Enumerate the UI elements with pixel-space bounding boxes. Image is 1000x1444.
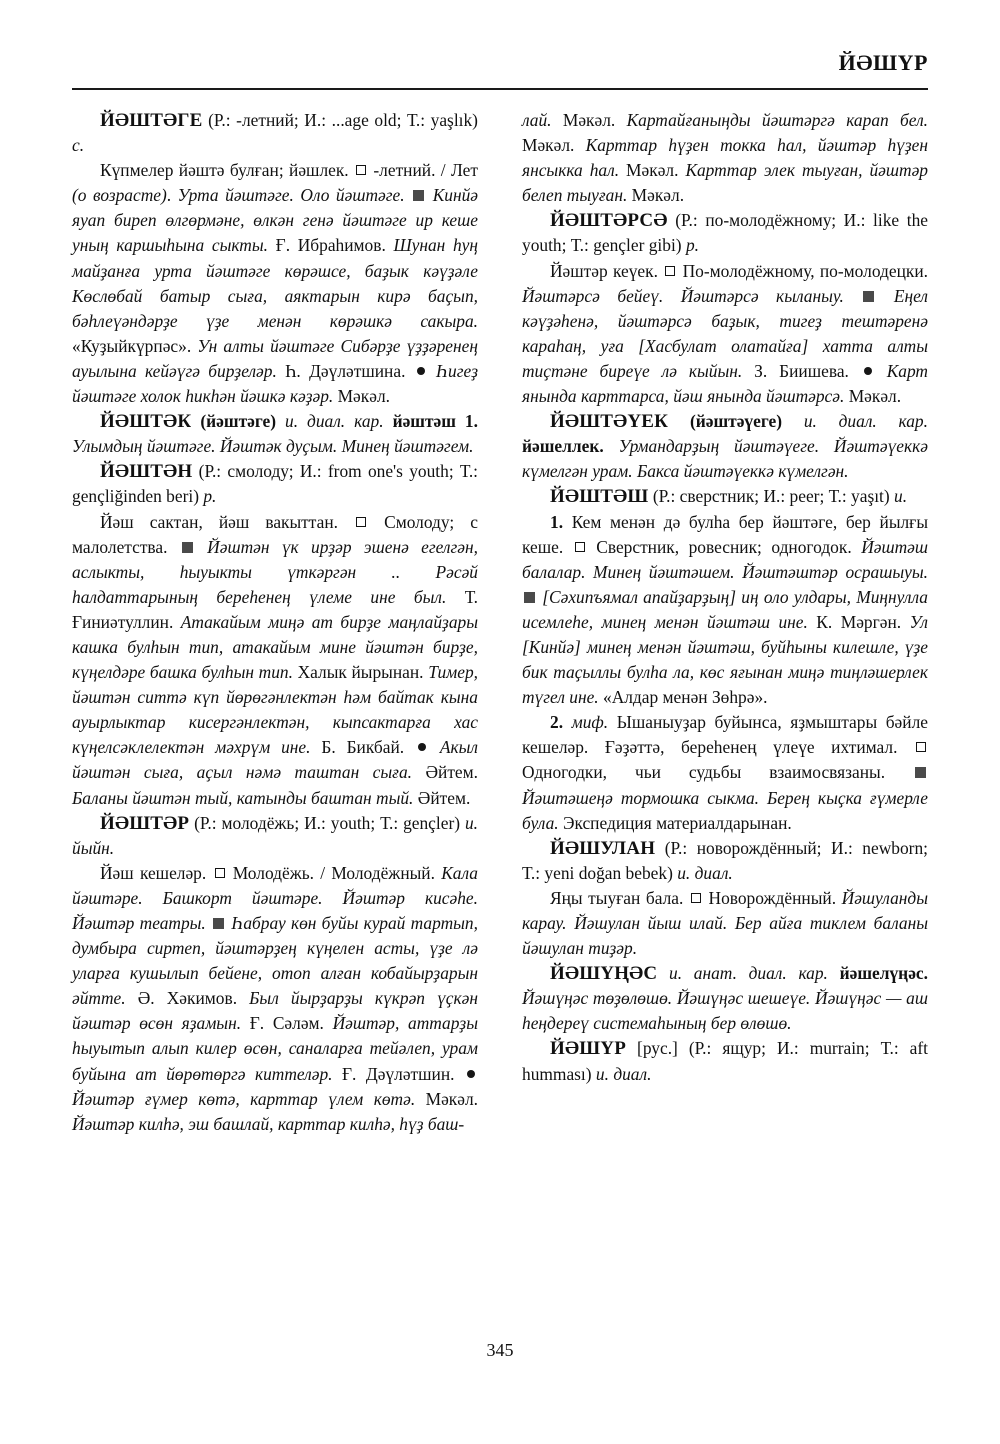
filled-square-icon — [413, 190, 424, 201]
examples-yashungas: Йәшүңәс төҙөлөшө. Йәшүңәс шешеүе. Йәшүңәс — аш һеңдереү системаһының бер өлөшө. — [522, 988, 928, 1034]
open-square-icon — [691, 893, 701, 903]
page-number: 345 — [486, 1340, 514, 1360]
headword-yashtash: ЙӘШТӘШ — [550, 486, 649, 508]
filled-square-icon — [915, 767, 926, 778]
xref-yashelungas: йәшелүңәс. — [839, 963, 928, 984]
running-head: ЙӘШҮР — [838, 50, 928, 75]
pos-yashtan: р. — [203, 486, 217, 507]
headword-yashtayek: ЙӘШТӘҮЕК — [550, 411, 669, 433]
gloss-paren-yashtash: (Р.: сверстник; И.: peer; Т.: yaşıt) — [652, 486, 890, 507]
entry-body-yashulan: Яңы тыуған бала. Новорождённый. Йәшуланды карау. Йәшулан йыш илай. Бер айға тиклем баланы йәшулан тиҙәр. — [522, 887, 928, 959]
variant-yashtayege: (йәштәүеге) — [689, 411, 783, 432]
open-square-icon — [356, 165, 366, 175]
filled-square-icon — [213, 918, 224, 929]
pos-yashtayek: и. диал. кар. — [803, 411, 928, 432]
pos-yashur: и. диал. — [595, 1063, 652, 1084]
sense-yashtash-2: 2. миф. Ышаныуҙар буйынса, яҙмыштары бәйле кешеләр. Ғәҙәттә, береһенең үлеүе ихтимал. Одногодки, чьи судьбы взаимосвязаны. Йәштәшеңә тормошка сыкма. Берең кыҫка ғүмерле була. Экспедиция материалдарынан. — [522, 712, 928, 833]
headword-yashur: ЙӘШҮР — [550, 1038, 627, 1060]
pos-yashtar: и. йыйн. — [72, 812, 478, 858]
sense-number: 2. — [550, 712, 564, 733]
bullet-icon — [467, 1070, 475, 1078]
entry-body-yashtar: Йәш кешеләр. Молодёжь. / Молодёжный. Кала йәштәре. Башкорт йәштәре. Йәштәр кисәһе. Йәштәр театры. Һабрау көн буйы курай тартып, думбыра сиртеп, йәштәрҙең күңелен асты, үҙе лә уларға кушылып бейене, отоп алған кобайырҙарын әйтте. Ә. Хәкимов. Был йырҙарҙы күкрәп үҫкән йәштәр өсөн яҙамын. Ғ. Сәләм. Йәштәр, аттарҙы һыуытып алып килер өсөн, саналарға тейәлеп, урам буйына ат йөрөтөргә киттеләр. Ғ. Дәүләтшин. Йәштәр ғүмер көтә, карттар үлем көтә. Мәкәл. Йәштәр килһә, эш башлай, карттар килһә, һүҙ баш- — [72, 862, 478, 1134]
entry-yashtayek — [522, 409, 928, 484]
open-square-icon — [356, 517, 366, 527]
headword-yashtage: ЙӘШТӘГЕ — [100, 110, 203, 131]
header-rule — [72, 88, 928, 90]
headword-yashtan: ЙӘШТӘН — [100, 461, 193, 483]
open-square-icon — [916, 742, 926, 752]
entry-body-yashtage: Күпмелер йәштә булған; йәшлек. -летний. / Лет (о возрасте). Урта йәштәге. Оло йәштәге. Кинйә яуап биреп өлгөрмәне, өлкән генә йәштәге ир кеше уның каршыһына сыкты. Ғ. Ибраһимов. Шунан һуң майҙанға урта йәштәге көрәшсе, баҙык кәүҙәле Көслөбай батыр сыға, аяктарын кирә баҫып, бәһлеүәндәрҙе үҙе менән көрәшкә сакыра. «Куҙыйкүрпәс». Ун алты йәштәге Сибәрҙе үҙҙәренең ауылына кейәүгә бирҙеләр. Һ. Дәүләтшина. Һигеҙ йәштәге холок һикһән йәшкә кәҙәр. Мәкәл. — [72, 160, 479, 407]
open-square-icon — [215, 868, 225, 878]
entry-headline-yashtarsa — [522, 208, 928, 258]
variant-yashtage: (йәштәге) — [200, 411, 277, 432]
examples-yashtayek: Урмандарҙың йәштәүеге. Йәштәүеккә күмелгән урам. Бакса йәштәүеккә күмелгән. — [522, 436, 928, 482]
xref-yashellek: йәшеллек. — [522, 436, 604, 457]
pos-yashtak: и. диал. кар. — [285, 411, 384, 432]
entry-yashungas — [522, 961, 928, 1036]
xref-yashtash: йәштәш — [392, 411, 456, 432]
bullet-icon — [418, 743, 426, 751]
sense-yashtash-1: 1. Кем менән дә булһа бер йәштәге, бер йылғы кеше. Сверстник, ровесник; одногодок. Йәштәш балалар. Минең йәштәшем. Йәштәштәр осрашыуы. [Сәхипъямал апайҙарҙың] иң оло улдары, Миңнулла исемлеһе, минең менән йәштәш ине. К. Мәргән. Ул [Кинйә] минең менән йәштәш, буйһыны килешле, үҙе бик таҫыллы булһа ла, көс яғынан миңә тиңләшерлек түгел ине. «Алдар менән Зөһрә». — [522, 511, 929, 708]
filled-square-icon — [863, 291, 874, 302]
gloss-paren-yashtar: (Р.: молодёжь; И.: youth; Т.: gençler) — [194, 812, 461, 833]
headword-yashtak: ЙӘШТӘК — [100, 411, 192, 433]
filled-square-icon — [524, 592, 535, 603]
headword-yashulan: ЙӘШУЛАН — [550, 837, 656, 859]
gloss-paren-yashtan: (Р.: смолоду; И.: from one's youth; Т.: gençliğinden beri) — [72, 461, 478, 507]
gloss-paren-yashtarsa: (Р.: по-молодёжному; И.: like the youth; Т.: gençler gibi) — [522, 210, 928, 256]
gloss-paren-yashulan: (Р.: новорождённый; И.: newborn; Т.: yeni doğan bebek) — [522, 837, 928, 883]
open-square-icon — [665, 266, 675, 276]
bullet-icon — [417, 367, 425, 375]
headword-yashtar: ЙӘШТӘР — [100, 812, 190, 834]
pos-yashtarsa: р. — [685, 235, 699, 256]
right-column — [522, 108, 928, 1313]
pos-yashtash: и. — [894, 486, 908, 507]
left-column — [72, 108, 478, 1313]
gloss-paren-yashur: (Р.: ящур; И.: murrain; Т.: aft humması) — [522, 1038, 928, 1084]
sense-number: 1. — [550, 511, 564, 532]
entry-yashtak: ЙӘШТӘК (йәштәге) и. диал. кар. йәштәш 1. Улымдың йәштәге. Йәштәк дуҫым. Минең йәштәгем. — [72, 411, 478, 457]
text-columns — [72, 108, 928, 1313]
entry-headline-yashtan — [72, 459, 478, 509]
pos-yashulan: и. диал. — [677, 862, 733, 883]
headword-yashtarsa: ЙӘШТӘРСӘ — [550, 210, 668, 232]
entry-headline-yashtar — [72, 811, 478, 861]
open-square-icon — [575, 542, 585, 552]
pos-yashtage: с. — [72, 135, 85, 156]
entry-headline-yashulan — [522, 836, 928, 886]
pos-yashungas: и. анат. диал. кар. — [669, 963, 828, 984]
origin-yashur: [рус.] — [637, 1038, 678, 1059]
entry-body-yashtarsa: Йәштәр кеүек. По-молодёжному, по-молодецки. Йәштәрсә бейеү. Йәштәрсә кыланыу. Еңел кәүҙәһенә, йәштәрсә баҙык, тигеҙ тештәренә караһаң, уға [Хасбулат олатайға] хатта алты тиҫтәне биреүе лә кыйын. З. Биишева. Карт янында карттарса, йәш янында йәштәрсә. Мәкәл. — [522, 260, 928, 407]
gloss-paren-yashtage: (Р.: -летний; И.: ...age old; Т.: yaşlık) — [208, 110, 478, 130]
headword-yashungas: ЙӘШҮҢӘС — [550, 963, 658, 985]
continuation-yashtar: лай. Мәкәл. Картайғаныңды йәштәргә карап бел. Мәкәл. Карттар һүҙен токка һал, йәштәр һүҙен янсыкка һал. Мәкәл. Карттар элек тыуған, йәштәр белеп тыуған. Мәкәл. — [522, 110, 929, 206]
bullet-icon — [864, 367, 872, 375]
entry-headline-yashtage — [72, 108, 478, 158]
entry-body-yashtan: Йәш сактан, йәш вакыттан. Смолоду; с малолетства. Йәштән үк ирҙәр эшенә егелгән, аслыкты, һыуыкты үткәргән .. Рәсәй һалдаттарының береһенең үлеме ине был. Т. Ғиниәтуллин. Атакайым миңә ат бирҙе маңлайҙары кашка булһын тип, атакайым мине йәштән бирҙе, күңелдәре башка булһын тип. Халык йырынан. Тимер, йәштән ситтә күп йөрөгәнлектән һәм байтак кына ауырлыктар кисергәнлектән, кыпсактарға хас күңелсәклелектән мәхрүм ине. Б. Бикбай. Акыл йәштән сыға, аҫыл нәмә таштан сыға. Әйтем. Баланы йәштән тый, катынды баштан тый. Әйтем. — [72, 511, 478, 808]
entry-headline-yashur — [522, 1036, 928, 1086]
filled-square-icon — [182, 542, 193, 553]
examples-yashtak: Улымдың йәштәге. Йәштәк дуҫым. Минең йәштәгем. — [72, 436, 474, 457]
entry-headline-yashtash — [522, 484, 928, 509]
